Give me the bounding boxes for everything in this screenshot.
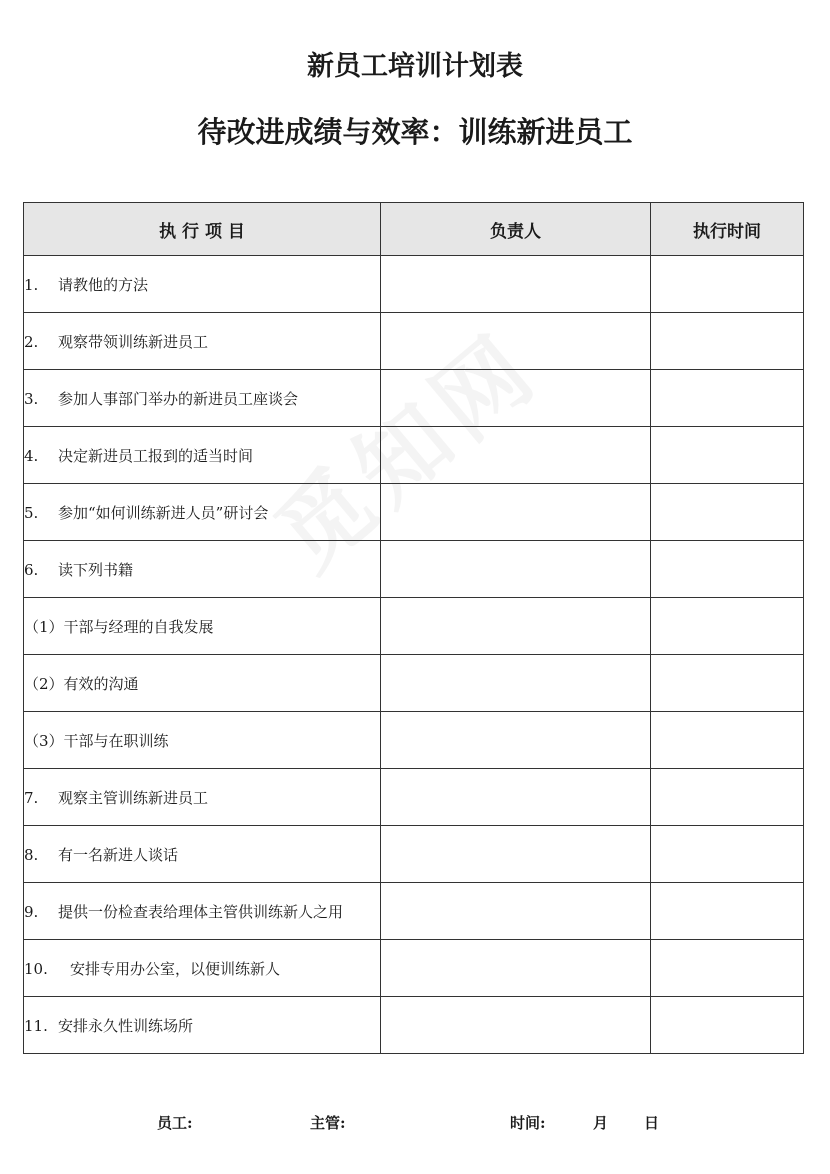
task-text: 参加“如何训练新进人员”研讨会 [58, 503, 269, 522]
header-time: 执行时间 [651, 203, 804, 256]
task-number: 2. [24, 332, 39, 351]
task-text: 安排永久性训练场所 [58, 1016, 194, 1035]
task-text: 读下列书籍 [58, 560, 134, 579]
task-number: 6. [24, 560, 39, 579]
table-row [24, 484, 804, 541]
owner-cell[interactable] [381, 541, 651, 598]
task-cell [24, 484, 381, 541]
owner-cell[interactable] [381, 883, 651, 940]
document-subtitle: 待改进成绩与效率：训练新进员工 [197, 115, 633, 149]
time-cell[interactable] [651, 370, 804, 427]
table-row [24, 256, 804, 313]
table-row [24, 940, 804, 997]
owner-cell[interactable] [381, 712, 651, 769]
time-cell[interactable] [651, 313, 804, 370]
owner-cell[interactable] [381, 826, 651, 883]
task-cell [24, 655, 381, 712]
training-plan-table [23, 202, 804, 1054]
owner-cell[interactable] [381, 313, 651, 370]
task-cell [24, 826, 381, 883]
footer-time-label: 时间: [510, 1114, 546, 1132]
time-cell[interactable] [651, 940, 804, 997]
table-row [24, 826, 804, 883]
table-row [24, 313, 804, 370]
header-owner: 负责人 [381, 203, 651, 256]
owner-cell[interactable] [381, 484, 651, 541]
task-cell [24, 712, 381, 769]
table-row [24, 370, 804, 427]
task-number: 7. [24, 788, 39, 807]
time-cell[interactable] [651, 541, 804, 598]
owner-cell[interactable] [381, 427, 651, 484]
footer-employee-label: 员工: [157, 1114, 193, 1132]
task-cell [24, 997, 381, 1054]
task-cell [24, 370, 381, 427]
table-body [24, 256, 804, 1054]
task-text: 请教他的方法 [58, 275, 149, 294]
task-cell [24, 883, 381, 940]
owner-cell[interactable] [381, 256, 651, 313]
time-cell[interactable] [651, 769, 804, 826]
footer-month-label: 月 [593, 1114, 609, 1132]
footer-supervisor-label: 主管: [310, 1114, 346, 1132]
task-number: 8. [24, 845, 39, 864]
footer-day-label: 日 [644, 1114, 660, 1132]
table-row [24, 712, 804, 769]
task-text: 参加人事部门举办的新进员工座谈会 [58, 389, 299, 408]
task-text: 观察主管训练新进员工 [58, 788, 209, 807]
time-cell[interactable] [651, 997, 804, 1054]
table-row [24, 598, 804, 655]
task-cell [24, 598, 381, 655]
task-text: 观察带领训练新进员工 [58, 332, 209, 351]
task-number: 11. [24, 1016, 48, 1035]
task-number: 3. [24, 389, 39, 408]
document-title: 新员工培训计划表 [307, 51, 523, 82]
owner-cell[interactable] [381, 370, 651, 427]
time-cell[interactable] [651, 256, 804, 313]
task-number: 5. [24, 503, 39, 522]
task-text: 提供一份检查表给理体主管供训练新人之用 [58, 902, 344, 921]
task-text: 有一名新进人谈话 [58, 845, 179, 864]
owner-cell[interactable] [381, 769, 651, 826]
table-row [24, 997, 804, 1054]
task-cell [24, 541, 381, 598]
owner-cell[interactable] [381, 655, 651, 712]
time-cell[interactable] [651, 712, 804, 769]
table-row [24, 769, 804, 826]
task-text: 安排专用办公室，以便训练新人 [70, 959, 281, 978]
table-row [24, 655, 804, 712]
task-text: （3）干部与在职训练 [24, 731, 169, 750]
time-cell[interactable] [651, 598, 804, 655]
task-text: 决定新进员工报到的适当时间 [58, 446, 254, 465]
owner-cell[interactable] [381, 940, 651, 997]
table-row [24, 541, 804, 598]
time-cell[interactable] [651, 484, 804, 541]
header-task: 执 行 项 目 [24, 203, 381, 256]
table-row [24, 427, 804, 484]
task-cell [24, 256, 381, 313]
task-number: 4. [24, 446, 39, 465]
task-text: （1）干部与经理的自我发展 [24, 617, 214, 636]
table-header-row [24, 203, 804, 256]
time-cell[interactable] [651, 655, 804, 712]
task-cell [24, 427, 381, 484]
owner-cell[interactable] [381, 997, 651, 1054]
task-number: 1. [24, 275, 39, 294]
time-cell[interactable] [651, 427, 804, 484]
time-cell[interactable] [651, 826, 804, 883]
task-cell [24, 940, 381, 997]
owner-cell[interactable] [381, 598, 651, 655]
task-number: 9. [24, 902, 39, 921]
table-row [24, 883, 804, 940]
task-cell [24, 313, 381, 370]
task-text: （2）有效的沟通 [24, 674, 139, 693]
task-number: 10. [24, 959, 48, 978]
time-cell[interactable] [651, 883, 804, 940]
task-cell [24, 769, 381, 826]
